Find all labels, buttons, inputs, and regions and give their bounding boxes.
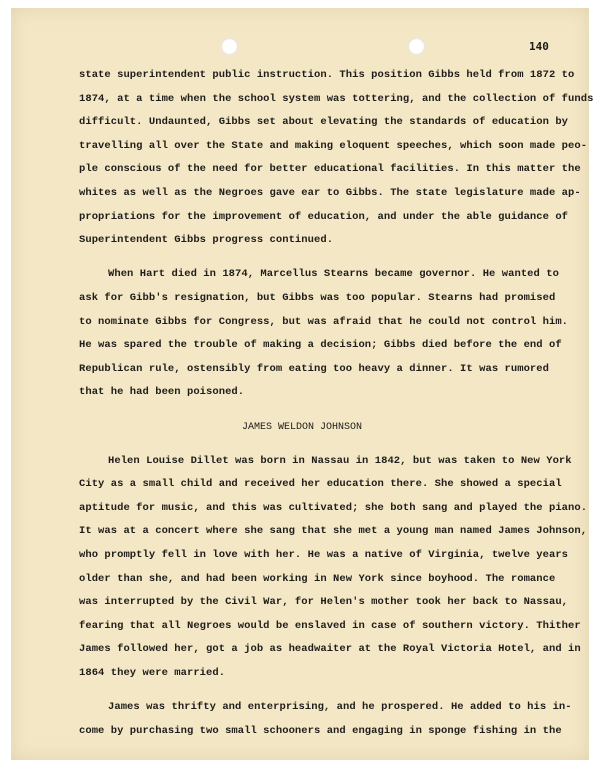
text-line: ask for Gibb's resignation, but Gibbs was too popular. Stearns had promised <box>79 291 556 304</box>
paragraph-gap <box>79 405 549 416</box>
paragraph <box>79 450 588 686</box>
text-line: When Hart died in 1874, Marcellus Stearns became governor. He wanted to <box>108 268 559 281</box>
text-line: come by purchasing two small schooners and engaging in sponge fishing in the <box>79 724 562 737</box>
text-line: whites as well as the Negroes gave ear to Gibbs. The state legislature made ap- <box>79 186 581 199</box>
page-number: 140 <box>529 40 549 53</box>
paragraph-gap <box>79 439 549 450</box>
paragraph <box>79 696 572 743</box>
paragraph-gap <box>79 686 549 697</box>
text-line: older than she, and had been working in New York since boyhood. The romance <box>79 572 556 585</box>
text-line: James followed her, got a job as headwaiter at the Royal Victoria Hotel, and in <box>79 643 581 656</box>
paragraph-gap <box>79 253 549 264</box>
text-line: Helen Louise Dillet was born in Nassau in 1842, but was taken to New York <box>108 454 572 467</box>
text-line: ple conscious of the need for better educational facilities. In this matter the <box>79 163 581 176</box>
text-line: state superintendent public instruction. This position Gibbs held from 1872 to <box>79 69 575 81</box>
text-line: difficult. Undaunted, Gibbs set about elevating the standards of education by <box>79 116 569 129</box>
text-line: aptitude for music, and this was cultivated; she both sang and played the piano. <box>79 501 588 514</box>
paragraph <box>79 263 569 405</box>
text-line: He was spared the trouble of making a decision; Gibbs died before the end of <box>79 339 562 352</box>
text-line: was interrupted by the Civil War, for Helen's mother took her back to Nassau, <box>79 596 569 609</box>
text-line: James was thrifty and enterprising, and he prospered. He added to his in- <box>108 701 572 714</box>
text-line: to nominate Gibbs for Congress, but was afraid that he could not control him. <box>79 315 569 328</box>
text-line: 1874, at a time when the school system was tottering, and the collection of funds <box>79 92 594 105</box>
text-line: It was at a concert where she sang that she met a young man named James Johnson, <box>79 525 588 538</box>
text-line: fearing that all Negroes would be enslaved in case of southern victory. Thither <box>79 619 581 632</box>
text-line: Republican rule, ostensibly from eating too heavy a dinner. It was rumored <box>79 362 549 375</box>
text-line: Superintendent Gibbs progress continued. <box>79 234 334 247</box>
text-line: City as a small child and received her education there. She showed a special <box>79 478 562 491</box>
paragraph <box>79 64 594 253</box>
text-line: that he had been poisoned. <box>79 386 245 399</box>
text-line: propriations for the improvement of education, and under the able guidance of <box>79 210 569 223</box>
body-text <box>79 64 594 743</box>
punch-hole-left <box>221 38 238 55</box>
punch-hole-right <box>408 38 425 55</box>
text-line: 1864 they were married. <box>79 667 226 680</box>
section-heading: JAMES WELDON JOHNSON <box>242 421 363 433</box>
text-line: travelling all over the State and making eloquent speeches, which soon made peo- <box>79 139 588 152</box>
text-line: who promptly fell in love with her. He was a native of Virginia, twelve years <box>79 549 569 562</box>
